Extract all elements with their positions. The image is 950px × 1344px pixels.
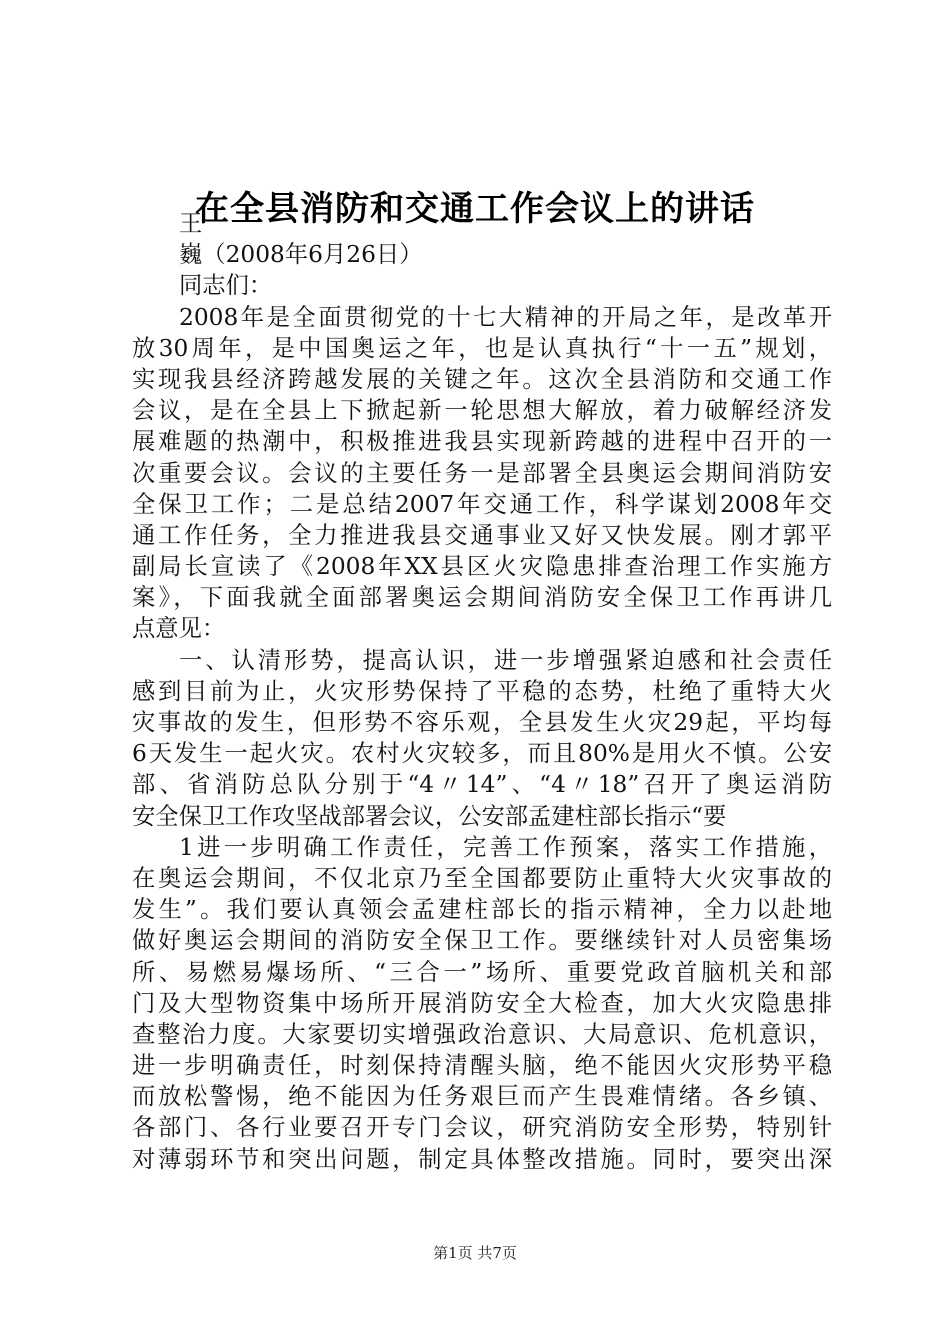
paragraph-line: 部、省消防总队分别于“4〃14”、“4〃18”召开了奥运消防 bbox=[132, 771, 832, 799]
paragraph-line: 通工作任务，全力推进我县交通事业又好又快发展。刚才郭平 bbox=[132, 521, 832, 549]
paragraph-line: 而放松警惕，绝不能因为任务艰巨而产生畏难情绪。各乡镇、 bbox=[132, 1083, 832, 1111]
document-title: 在全县消防和交通工作会议上的讲话 bbox=[195, 189, 755, 229]
paragraph-line: 次重要会议。会议的主要任务一是部署全县奥运会期间消防安 bbox=[132, 459, 832, 487]
paragraph-line: 在奥运会期间，不仅北京乃至全国都要防止重特大火灾事故的 bbox=[132, 864, 832, 892]
paragraph-line: 6天发生一起火灾。农村火灾较多，而且80%是用火不慎。公安 bbox=[132, 740, 832, 768]
paragraph-line: 灾事故的发生，但形势不容乐观，全县发生火灾29起，平均每 bbox=[132, 709, 832, 736]
paragraph-line: 点意见： bbox=[132, 615, 226, 643]
author-date-line: 巍（2008年6月26日） bbox=[179, 241, 423, 269]
paragraph-line: 做好奥运会期间的消防安全保卫工作。要继续针对人员密集场 bbox=[132, 927, 832, 955]
paragraph-line: 副局长宣读了《2008年XX县区火灾隐患排查治理工作实施方 bbox=[132, 553, 832, 581]
paragraph-line: 实现我县经济跨越发展的关键之年。这次全县消防和交通工作 bbox=[132, 365, 832, 393]
paragraph-line: 对薄弱环节和突出问题，制定具体整改措施。同时，要突出深 bbox=[132, 1145, 832, 1173]
paragraph-line: 1进一步明确工作责任，完善工作预案，落实工作措施， bbox=[179, 833, 832, 861]
paragraph-line: 安全保卫工作攻坚战部署会议，公安部孟建柱部长指示“要 bbox=[132, 802, 727, 830]
document-body bbox=[132, 208, 832, 1175]
paragraph-line: 各部门、各行业要召开专门会议，研究消防安全形势，特别针 bbox=[132, 1114, 832, 1142]
paragraph-line: 发生”。我们要认真领会孟建柱部长的指示精神，全力以赴地 bbox=[132, 896, 832, 924]
paragraph-line: 感到目前为止，火灾形势保持了平稳的态势，杜绝了重特大火 bbox=[132, 677, 832, 705]
paragraph-line: 展难题的热潮中，积极推进我县实现新跨越的进程中召开的一 bbox=[132, 428, 832, 456]
paragraph-line: 会议，是在全县上下掀起新一轮思想大解放，着力破解经济发 bbox=[132, 397, 832, 425]
page-footer: 第1页 共7页 bbox=[433, 1244, 517, 1262]
paragraph-line: 所、易燃易爆场所、“三合一”场所、重要党政首脑机关和部 bbox=[132, 958, 832, 986]
paragraph-line: 放30周年，是中国奥运之年，也是认真执行“十一五”规划， bbox=[132, 334, 832, 362]
paragraph-line: 案》，下面我就全面部署奥运会期间消防安全保卫工作再讲几 bbox=[132, 584, 832, 612]
author-line: 王 bbox=[179, 210, 203, 237]
paragraph-line: 查整治力度。大家要切实增强政治意识、大局意识、危机意识， bbox=[132, 1020, 832, 1048]
paragraph-line: 全保卫工作；二是总结2007年交通工作，科学谋划2008年交 bbox=[132, 490, 832, 518]
paragraph-line: 门及大型物资集中场所开展消防安全大检查，加大火灾隐患排 bbox=[132, 989, 832, 1017]
paragraph-line: 进一步明确责任，时刻保持清醒头脑，绝不能因火灾形势平稳 bbox=[132, 1052, 832, 1080]
paragraph-line: 2008年是全面贯彻党的十七大精神的开局之年，是改革开 bbox=[179, 303, 832, 331]
paragraph-line: 一、认清形势，提高认识，进一步增强紧迫感和社会责任 bbox=[179, 646, 832, 674]
greeting: 同志们： bbox=[179, 272, 273, 300]
